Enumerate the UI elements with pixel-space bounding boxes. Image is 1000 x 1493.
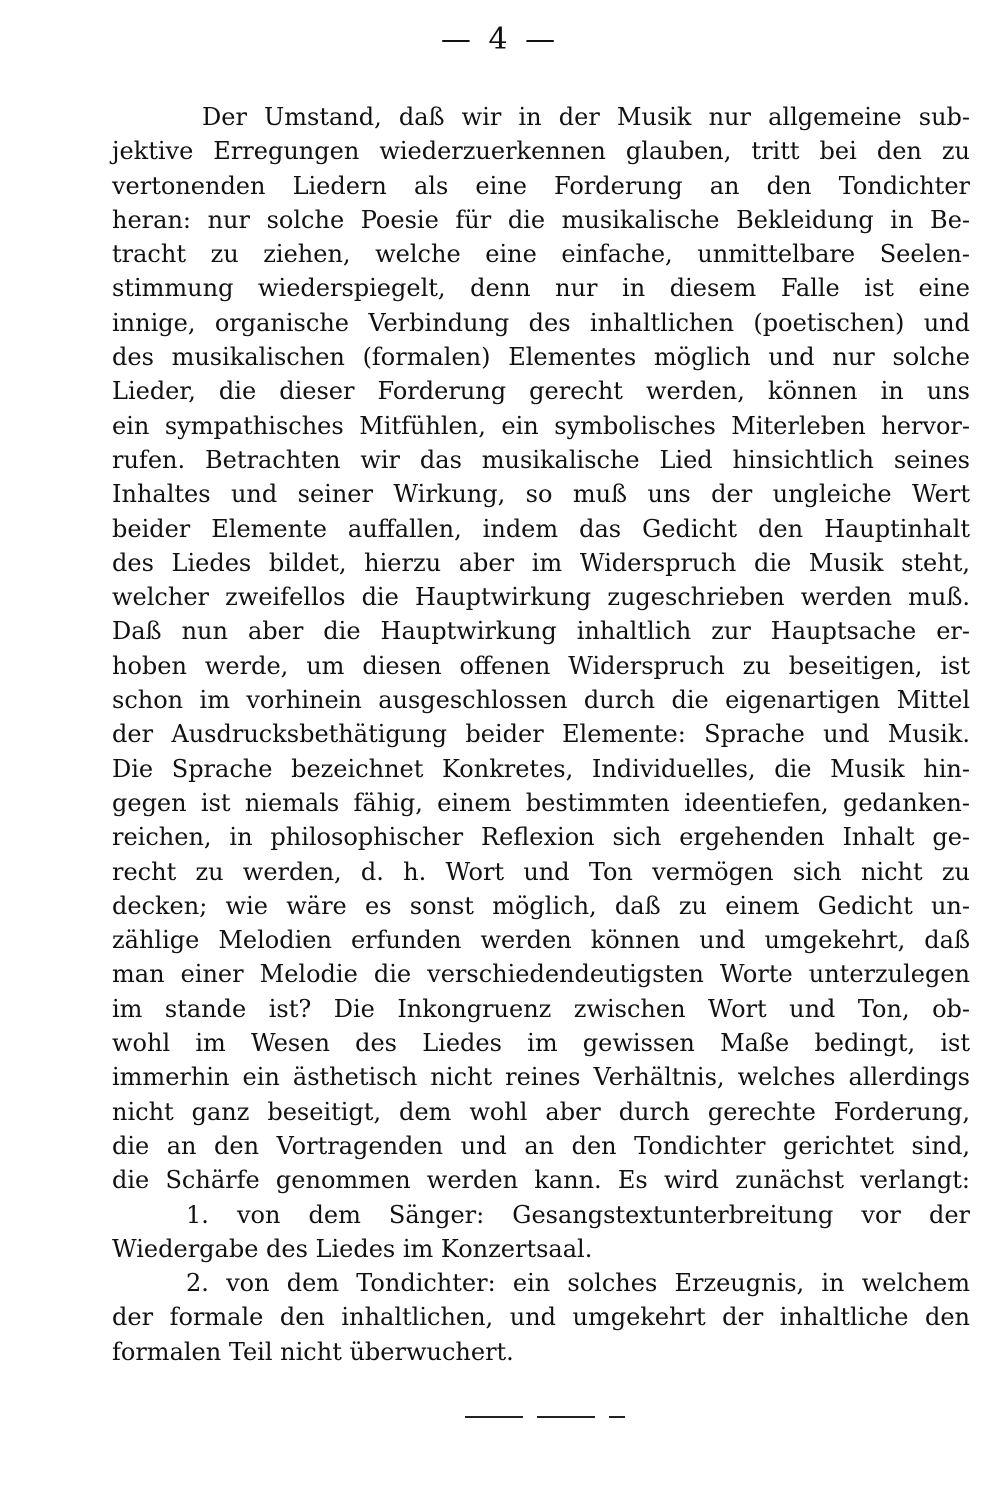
text-line: Der Umstand, daß wir in der Musik nur allgemeine sub- xyxy=(202,103,970,131)
text-line: tracht zu ziehen, welche eine einfache, unmittelbare Seelen- xyxy=(112,240,970,269)
text-line: heran: nur solche Poesie für die musikalische Bekleidung in Be- xyxy=(112,205,970,234)
text-line: nicht ganz beseitigt, dem wohl aber durch gerechte Forderung, xyxy=(112,1097,970,1126)
body-text xyxy=(112,100,970,1369)
text-line: reichen, in philosophischer Reflexion sich ergehenden Inhalt ge- xyxy=(112,823,970,852)
text-line: schon im vorhinein ausgeschlossen durch die eigenartigen Mittel xyxy=(112,686,970,715)
text-line: beider Elemente auffallen, indem das Gedicht den Hauptinhalt xyxy=(112,514,970,543)
text-line: der formale den inhaltlichen, und umgekehrt der inhaltliche den xyxy=(112,1303,970,1332)
text-line: des Liedes bildet, hierzu aber im Widerspruch die Musik steht, xyxy=(112,548,970,577)
text-line: Wiedergabe des Liedes im Konzertsaal. xyxy=(112,1234,593,1263)
text-line: jektive Erregungen wiederzuerkennen glauben, tritt bei den zu xyxy=(112,137,970,166)
text-line: zählige Melodien erfunden werden können und umgekehrt, daß xyxy=(112,926,970,955)
text-line: Die Sprache bezeichnet Konkretes, Individuelles, die Musik hin- xyxy=(112,754,970,783)
text-line: gegen ist niemals fähig, einem bestimmten ideentiefen, gedanken- xyxy=(112,788,970,817)
list-item-1: 1. von dem Sänger: Gesangstextunterbreitung vor der xyxy=(186,1200,970,1229)
text-line: recht zu werden, d. h. Wort und Ton vermögen sich nicht zu xyxy=(112,857,970,886)
text-line: die an den Vortragenden und an den Tondichter gerichtet sind, xyxy=(112,1131,970,1160)
page-number: — 4 — xyxy=(440,22,560,57)
text-line: im stande ist? Die Inkongruenz zwischen Wort und Ton, ob- xyxy=(112,994,970,1023)
text-line: ein sympathisches Mitfühlen, ein symbolisches Miterleben hervor- xyxy=(112,411,970,440)
text-line: hoben werde, um diesen offenen Widerspruch zu beseitigen, ist xyxy=(112,651,970,680)
text-line: rufen. Betrachten wir das musikalische Lied hinsichtlich seines xyxy=(112,445,970,474)
text-line: innige, organische Verbindung des inhaltlichen (poetischen) und xyxy=(112,308,970,337)
text-line: wohl im Wesen des Liedes im gewissen Maße bedingt, ist xyxy=(112,1029,970,1058)
end-rule xyxy=(465,1416,625,1418)
text-line: vertonenden Liedern als eine Forderung an den Tondichter xyxy=(112,171,970,200)
text-line: des musikalischen (formalen) Elementes möglich und nur solche xyxy=(112,343,970,372)
text-line: der Ausdrucksbethätigung beider Elemente: Sprache und Musik. xyxy=(112,720,970,749)
text-line: Lieder, die dieser Forderung gerecht werden, können in uns xyxy=(112,377,970,406)
text-line: stimmung wiederspiegelt, denn nur in diesem Falle ist eine xyxy=(112,274,970,303)
text-line: man einer Melodie die verschiedendeutigsten Worte unterzulegen xyxy=(112,960,970,989)
text-line: immerhin ein ästhetisch nicht reines Verhältnis, welches allerdings xyxy=(112,1063,970,1092)
text-line: formalen Teil nicht überwuchert. xyxy=(112,1337,514,1366)
text-line: Daß nun aber die Hauptwirkung inhaltlich zur Hauptsache er- xyxy=(112,617,970,646)
list-item-2: 2. von dem Tondichter: ein solches Erzeugnis, in welchem xyxy=(186,1269,970,1298)
text-line: welcher zweifellos die Hauptwirkung zugeschrieben werden muß. xyxy=(112,583,970,612)
text-line: decken; wie wäre es sonst möglich, daß zu einem Gedicht un- xyxy=(112,891,970,920)
text-line: Inhaltes und seiner Wirkung, so muß uns der ungleiche Wert xyxy=(112,480,970,509)
text-line: die Schärfe genommen werden kann. Es wird zunächst verlangt: xyxy=(112,1166,970,1195)
